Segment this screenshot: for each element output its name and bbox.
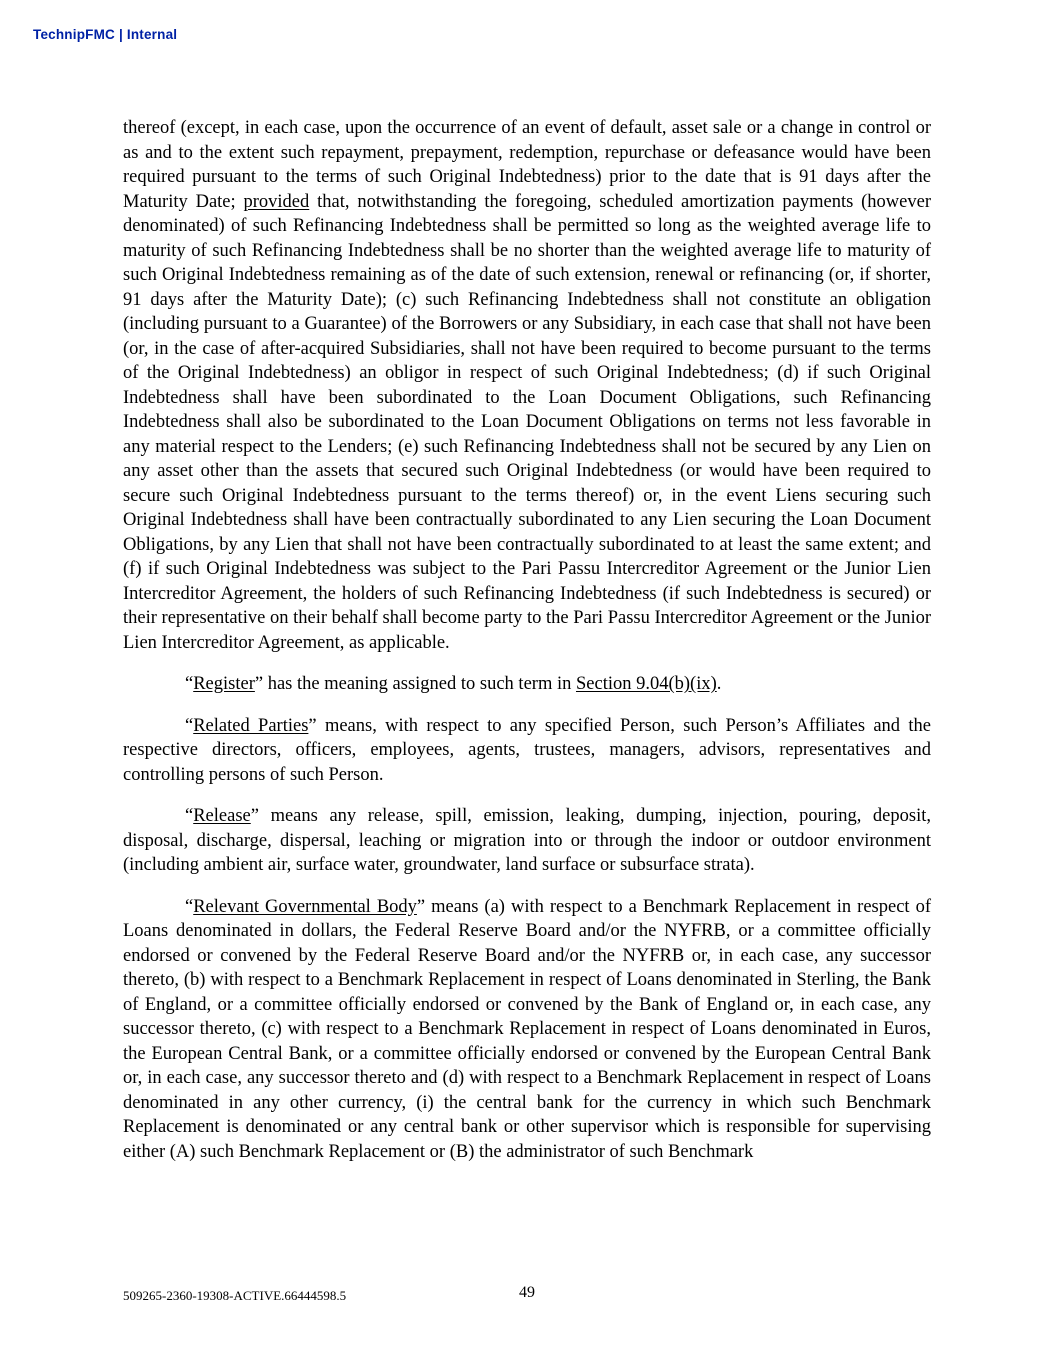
- text-run: thereof (except, in each case, upon the occurrence of an event of default, asset sale or a change in control or as and to the extent such repayment, prepayment, redemption, repurchase or defeasance would have been required pursuant to the terms of such Original Indebtedness) prior to the date that is 91 days after the Maturity Date;: [123, 118, 931, 212]
- text-run: ” has the meaning assigned to such term in: [254, 674, 576, 694]
- text-run: ” means, with respect to any specified Person, such Person’s Affiliates and the respective directors, officers, employees, agents, trustees, managers, advisors, representatives and controlling persons of such Person.: [123, 715, 931, 785]
- classification-banner: TechnipFMC | Internal: [33, 27, 178, 42]
- text-run: “: [185, 715, 194, 736]
- document-body: [123, 116, 931, 1181]
- text-run: ” means (a) with respect to a Benchmark Replacement in respect of Loans denominated in dollars, the Federal Reserve Board and/or the NYFRB, or a committee officially endorsed or convened by the Federal Reserve Board and/or the NYFRB or, in each case, any successor thereto, (b) with respect to a Benchmark Replacement in respect of Loans denominated in Sterling, the Bank of England, or a committee officially endorsed or convened by the Bank of England or, in each case, any successor thereto, (c) with respect to a Benchmark Replacement in respect of Loans denominated in Euros, the European Central Bank, or a committee officially endorsed or convened by the European Central Bank or, in each case, any successor thereto and (d) with respect to a Benchmark Replacement in respect of Loans denominated in any other currency, (i) the central bank for the currency in which such Benchmark Replacement is denominated or any central bank or other supervisor which is responsible for supervising either (A) such Benchmark Replacement or (B) the administrator of such Benchmark: [123, 896, 931, 1162]
- defined-term: Related Parties: [193, 715, 309, 736]
- text-run: that, notwithstanding the foregoing, scheduled amortization payments (however denominated) of such Refinancing Indebtedness shall be permitted so long as the weighted average life to maturity of such Refinancing Indebtedness shall be no shorter than the weighted average life to maturity of such Original Indebtedness remaining as of the date of such extension, renewal or refinancing (or, if shorter, 91 days after the Maturity Date); (c) such Refinancing Indebtedness shall not constitute an obligation (including pursuant to a Guarantee) of the Borrowers or any Subsidiary, in each case that shall not have been (or, in the case of after-acquired Subsidiaries, shall not have been required to become pursuant to the terms of the Original Indebtedness) an obligor in respect of such Original Indebtedness; (d) if such Original Indebtedness shall have been subordinated to the Loan Document Obligations, such Refinancing Indebtedness shall also be subordinated to the Loan Document Obligations on terms not less favorable in any material respect to the Lenders; (e) such Refinancing Indebtedness shall not be secured by any Lien on any asset other than the assets that secured such Original Indebtedness (or would have been required to secure such Original Indebtedness pursuant to the terms thereof) or, in the event Liens securing such Original Indebtedness shall have been contractually subordinated to any Lien securing the Loan Document Obligations, by any Lien that shall not have been contractually subordinated to at least the same extent; and (f) if such Original Indebtedness was subject to the Pari Passu Intercreditor Agreement or the Junior Lien Intercreditor Agreement, the holders of such Refinancing Indebtedness (if such Indebtedness is secured) or their representative on their behalf shall become party to the Pari Passu Intercreditor Agreement or the Junior Lien Intercreditor Agreement, as applicable.: [123, 191, 931, 653]
- page-number: 49: [519, 1284, 535, 1301]
- text-run: ” means any release, spill, emission, leaking, dumping, injection, pouring, deposit, disposal, discharge, dispersal, leaching or migration into or through the indoor or outdoor environment (including ambient air, surface water, groundwater, land surface or subsurface strata).: [123, 806, 931, 875]
- paragraph-release-definition: [123, 804, 931, 878]
- paragraph-register-definition: [123, 672, 931, 697]
- defined-term: Section 9.04(b)(ix): [575, 674, 717, 694]
- defined-term: Register: [193, 674, 255, 694]
- paragraph-related-parties-definition: [123, 714, 931, 788]
- text-run: “: [185, 896, 194, 917]
- defined-term: Release: [193, 806, 251, 826]
- defined-term: provided: [243, 191, 310, 212]
- defined-term: Relevant Governmental Body: [193, 896, 417, 917]
- paragraph-refinancing-indebtedness: [123, 116, 931, 655]
- text-run: “: [185, 674, 194, 694]
- text-run: “: [185, 806, 194, 826]
- text-run: .: [716, 674, 722, 694]
- document-id: 509265-2360-19308-ACTIVE.66444598.5: [123, 1288, 347, 1303]
- paragraph-relevant-governmental-body-definition: [123, 895, 931, 1165]
- page-footer: [123, 1284, 931, 1308]
